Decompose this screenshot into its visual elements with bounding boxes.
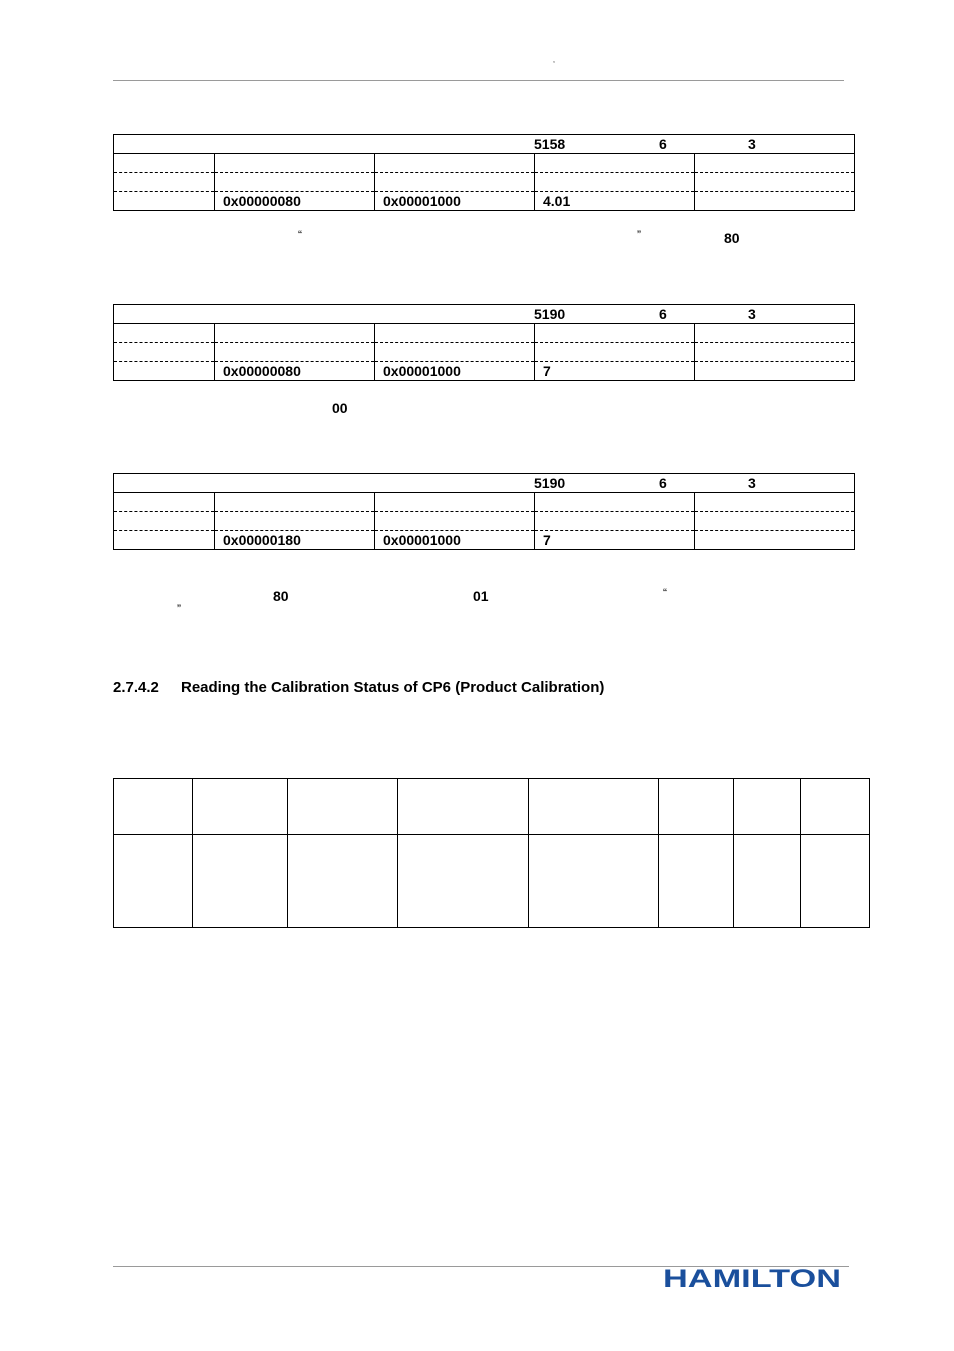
header-rule [113,80,844,81]
header-value-2: 6 [659,136,667,152]
cell-value: 0x00001000 [375,362,535,381]
header-value-3: 3 [748,136,756,152]
note-value: 80 [273,588,289,604]
table-header-row [114,474,855,493]
register-table-3 [113,473,855,550]
cell-value: 0x00000180 [215,531,375,550]
close-quote: ” [637,228,641,242]
header-value-2: 6 [659,306,667,322]
section-heading [113,679,604,696]
cell-value: 0x00001000 [375,192,535,211]
header-value-1: 5190 [534,475,566,491]
empty-grid-table [113,778,870,928]
cell-value: 0x00000080 [215,192,375,211]
header-mark: , [553,57,555,64]
svg-text:HAMILTON: HAMILTON [663,1265,841,1292]
open-quote: “ [298,228,302,242]
cell-value: 0x00000080 [215,362,375,381]
register-table-1 [113,134,855,211]
cell-value: 0x00001000 [375,531,535,550]
header-value-1: 5190 [534,306,566,322]
header-value-2: 6 [659,475,667,491]
section-number: 2.7.4.2 [113,679,159,696]
table-row [114,362,855,381]
cell-value: 7 [535,362,695,381]
table-header-row [114,305,855,324]
note-value: 00 [332,400,348,416]
table-row [114,192,855,211]
hamilton-logo [663,1264,843,1292]
cell-value: 4.01 [535,192,695,211]
open-quote: “ [663,586,667,600]
section-title-text: Reading the Calibration Status of CP6 (Product Calibration) [181,679,605,696]
register-table-2 [113,304,855,381]
table-row [114,835,870,928]
header-value-3: 3 [748,475,756,491]
header-value-1: 5158 [534,136,566,152]
table-header-row [114,135,855,154]
note-value: 01 [473,588,489,604]
close-quote: ” [177,602,181,616]
note-value: 80 [724,230,740,246]
table-row [114,531,855,550]
header-value-3: 3 [748,306,756,322]
cell-value: 7 [535,531,695,550]
table-row [114,779,870,835]
